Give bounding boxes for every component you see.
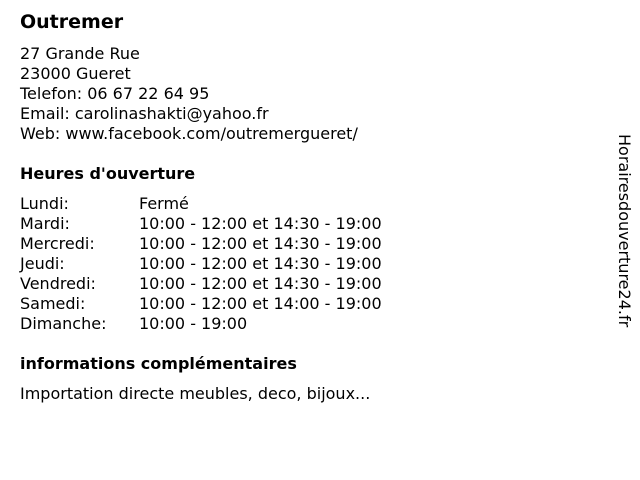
email-address: Email: carolinashakti@yahoo.fr [20, 104, 269, 123]
website-link: Web: www.facebook.com/outremergueret/ [20, 124, 358, 143]
street-address: 27 Grande Rue [20, 44, 140, 63]
hours-day: Dimanche: [20, 314, 107, 333]
hours-row-mardi [20, 214, 382, 234]
hours-time: 10:00 - 12:00 et 14:00 - 19:00 [139, 294, 382, 313]
contact-block [20, 44, 358, 144]
hours-time: 10:00 - 19:00 [139, 314, 248, 333]
hours-day: Mercredi: [20, 234, 95, 253]
hours-row-dimanche [20, 314, 382, 334]
hours-row-lundi [20, 194, 382, 214]
watermark-label: Horairesdouverture24.fr [615, 134, 634, 328]
hours-day: Lundi: [20, 194, 69, 213]
hours-row-samedi [20, 294, 382, 314]
phone-number: Telefon: 06 67 22 64 95 [20, 84, 210, 103]
hours-row-mercredi [20, 234, 382, 254]
hours-time: 10:00 - 12:00 et 14:30 - 19:00 [139, 234, 382, 253]
hours-time: Fermé [139, 194, 189, 213]
hours-time: 10:00 - 12:00 et 14:30 - 19:00 [139, 254, 382, 273]
hours-row-vendredi [20, 274, 382, 294]
hours-time: 10:00 - 12:00 et 14:30 - 19:00 [139, 274, 382, 293]
business-name: Outremer [20, 11, 124, 33]
hours-day: Jeudi: [20, 254, 65, 273]
hours-row-jeudi [20, 254, 382, 274]
city-postal: 23000 Gueret [20, 64, 131, 83]
info-text: Importation directe meubles, deco, bijoux... [20, 384, 371, 403]
hours-table [20, 194, 382, 334]
hours-time: 10:00 - 12:00 et 14:30 - 19:00 [139, 214, 382, 233]
hours-day: Samedi: [20, 294, 86, 313]
hours-day: Vendredi: [20, 274, 96, 293]
info-heading: informations complémentaires [20, 354, 297, 373]
hours-heading: Heures d'ouverture [20, 164, 196, 183]
hours-day: Mardi: [20, 214, 70, 233]
